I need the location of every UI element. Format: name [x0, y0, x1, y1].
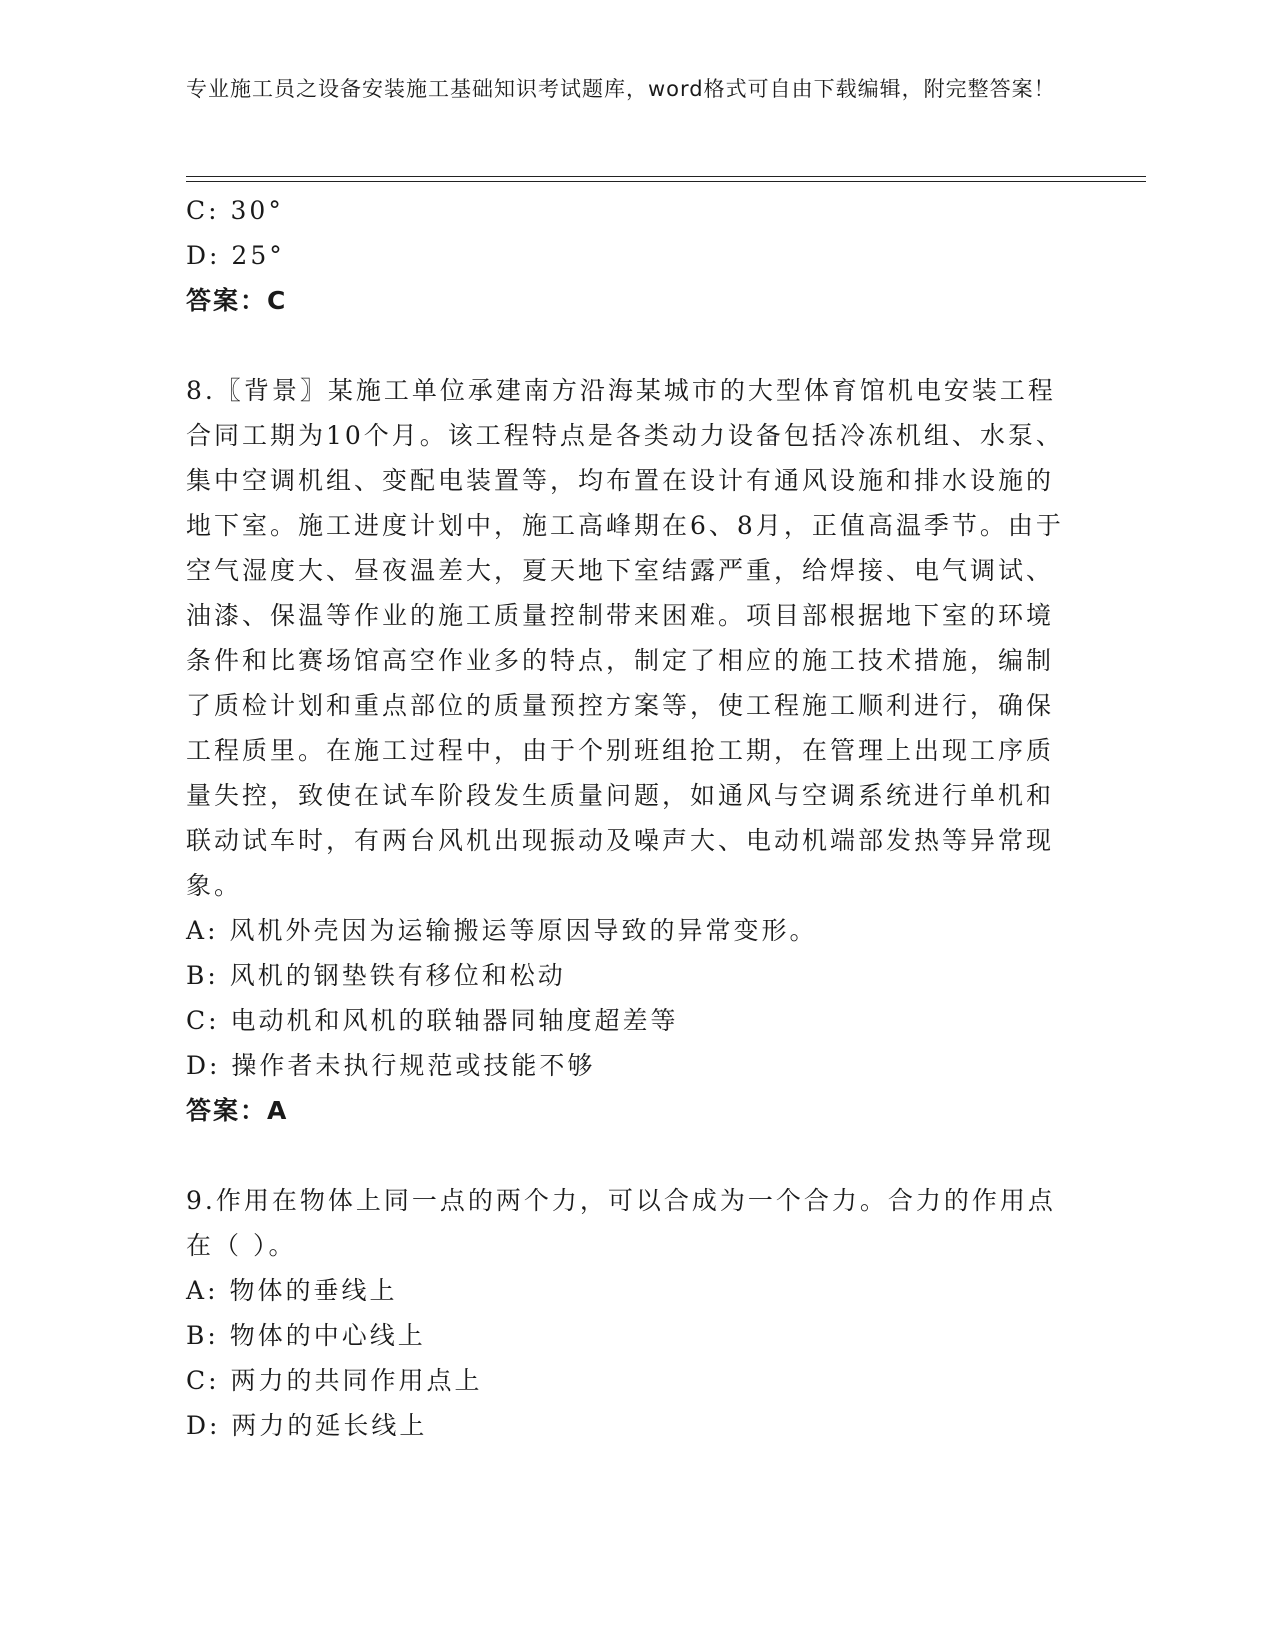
option-c: C: 电动机和风机的联轴器同轴度超差等 — [186, 1006, 679, 1035]
header-title: 专业施工员之设备安装施工基础知识考试题库，word格式可自由下载编辑，附完整答案！ — [186, 77, 1056, 101]
option-a: A: 风机外壳因为运输搬运等原因导致的异常变形。 — [186, 916, 818, 945]
question-text: 〖背景〗某施工单位承建南方沿海某城市的大型体育馆机电安装工程合同工期为10个月。该工程特点是各类动力设备包括冷冻机组、水泵、集中空调机组、变配电装置等，均布置在设计有通风设施和排水设施的地下室。施工进度计划中，施工高峰期在6、8月，正值高温季节。由于空气湿度大、昼夜温差大，夏天地下室结露严重，给焊接、电气调试、油漆、保温等作业的施工质量控制带来困难。项目部根据地下室的环境条件和比赛场馆高空作业多的特点，制定了相应的施工技术措施，编制了质检计划和重点部位的质量预控方案等，使工程施工顺利进行，确保工程质里。在施工过程中，由于个别班组抢工期，在管理上出现工序质量失控，致使在试车阶段发生质量问题，如通风与空调系统进行单机和联动试车时，有两台风机出现振动及噪声大、电动机端部发热等异常现象。 — [186, 376, 1064, 900]
spacer — [186, 1133, 1066, 1178]
answer-line: 答案：C — [186, 286, 288, 315]
option-c: C: 两力的共同作用点上 — [186, 1366, 483, 1395]
question-content — [186, 188, 1066, 1448]
spacer — [186, 323, 1066, 368]
option-b: B: 风机的钢垫铁有移位和松动 — [186, 961, 566, 990]
header-rule-top — [186, 176, 1146, 177]
option-d: D: 两力的延长线上 — [186, 1411, 428, 1440]
question-9-stem — [186, 1178, 1066, 1268]
option-c: C: 30° — [186, 196, 284, 225]
option-d: D: 操作者未执行规范或技能不够 — [186, 1051, 596, 1080]
option-b: B: 物体的中心线上 — [186, 1321, 426, 1350]
answer-line: 答案：A — [186, 1096, 289, 1125]
question-number: 9. — [186, 1186, 216, 1215]
header-rule-bottom — [186, 181, 1146, 182]
page-header — [186, 72, 1066, 106]
question-number: 8. — [186, 376, 216, 405]
question-text: 作用在物体上同一点的两个力，可以合成为一个合力。合力的作用点在（ ）。 — [186, 1186, 1056, 1260]
option-a: A: 物体的垂线上 — [186, 1276, 398, 1305]
option-d: D: 25° — [186, 241, 285, 270]
question-8-stem — [186, 368, 1066, 908]
